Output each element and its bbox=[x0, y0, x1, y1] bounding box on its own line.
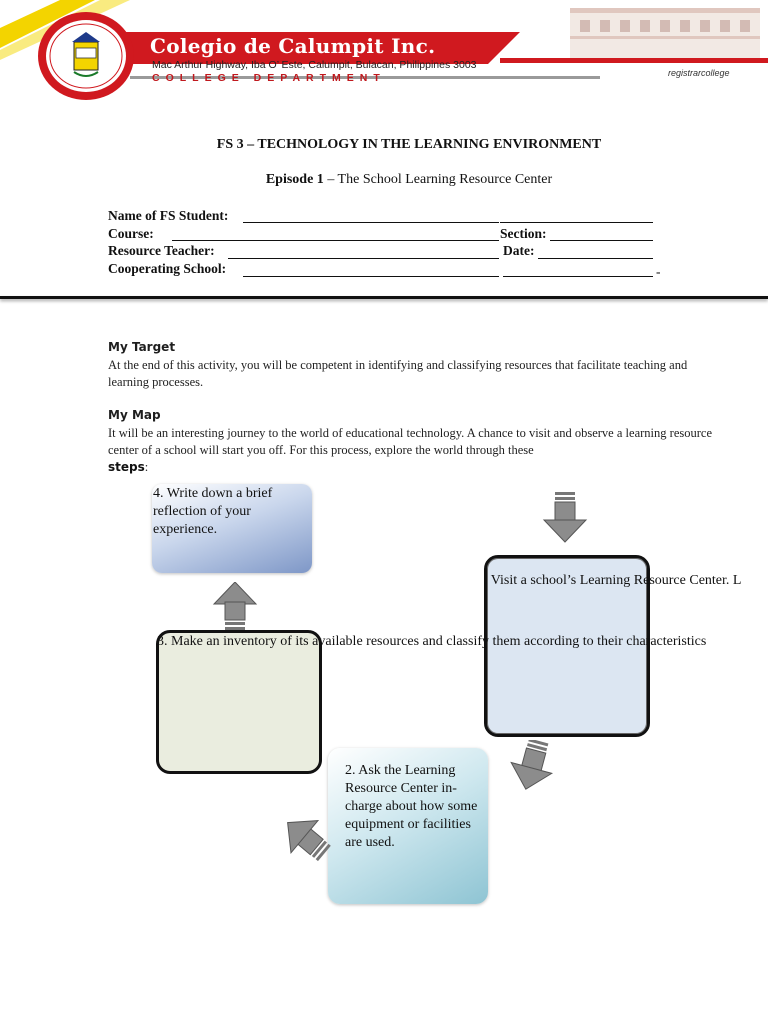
episode-title: – The School Learning Resource Center bbox=[323, 172, 553, 187]
step-3-text: 3. Make an inventory of its available resources and classify them according to their characteristics bbox=[157, 634, 707, 649]
teacher-label: Resource Teacher: bbox=[108, 243, 215, 258]
teacher-input-line[interactable] bbox=[228, 258, 499, 259]
name-input-line-2[interactable] bbox=[500, 222, 653, 223]
school-department: COLLEGE DEPARTMENT bbox=[152, 72, 386, 84]
date-label: Date: bbox=[503, 243, 535, 258]
steps-word: steps bbox=[108, 460, 145, 474]
step-3-box bbox=[156, 630, 322, 774]
steps-colon: : bbox=[144, 460, 149, 474]
episode-label: Episode 1 bbox=[265, 172, 324, 187]
name-input-line[interactable] bbox=[243, 222, 499, 223]
arrow-up-left-icon bbox=[280, 812, 332, 864]
school-input-line-2[interactable] bbox=[503, 276, 653, 277]
name-label: Name of FS Student: bbox=[108, 208, 229, 223]
section-input-line[interactable] bbox=[550, 240, 653, 241]
school-label: Cooperating School: bbox=[108, 261, 227, 276]
step-4-text: 4. Write down a brief reflection of your experience. bbox=[153, 486, 273, 537]
map-text: It will be an interesting journey to the world of educational technology. A chance to visit and observe a learning resource center of a school will start you off. For this process, explore the world through these bbox=[108, 426, 712, 457]
registrar-email: registrarcollege bbox=[668, 68, 730, 78]
school-address: Mac Arthur Highway, Iba O’ Este, Calumpit, Bulacan, Philippines 3003 bbox=[152, 59, 477, 71]
school-input-line[interactable] bbox=[243, 276, 499, 277]
section-label: Section: bbox=[500, 226, 547, 241]
course-label: Course: bbox=[108, 226, 154, 241]
school-seal-logo bbox=[36, 10, 136, 102]
arrow-up-icon bbox=[212, 582, 258, 632]
map-heading: My Map bbox=[108, 408, 161, 422]
step-1-text: . Visit a school’s Learning Resource Center. L bbox=[484, 573, 742, 588]
arrow-down-left-icon bbox=[508, 740, 556, 792]
arrow-down-icon bbox=[542, 492, 588, 544]
episode-line bbox=[0, 172, 768, 188]
building-image bbox=[560, 0, 768, 60]
school-name: Colegio de Calumpit Inc. bbox=[150, 34, 436, 58]
target-text: At the end of this activity, you will be competent in identifying and classifying resources that facilitate teaching and learning processes. bbox=[108, 358, 688, 389]
steps-line bbox=[108, 458, 148, 476]
course-input-line[interactable] bbox=[172, 240, 499, 241]
date-input-line[interactable] bbox=[538, 258, 653, 259]
trailing-dash: - bbox=[656, 264, 661, 279]
target-heading: My Target bbox=[108, 340, 176, 354]
document-title: FS 3 – TECHNOLOGY IN THE LEARNING ENVIRONMENT bbox=[216, 137, 602, 152]
step-2-text: 2. Ask the Learning Resource Center in-charge about how some equipment or facilities are used. bbox=[345, 763, 478, 850]
section-divider bbox=[0, 296, 768, 299]
